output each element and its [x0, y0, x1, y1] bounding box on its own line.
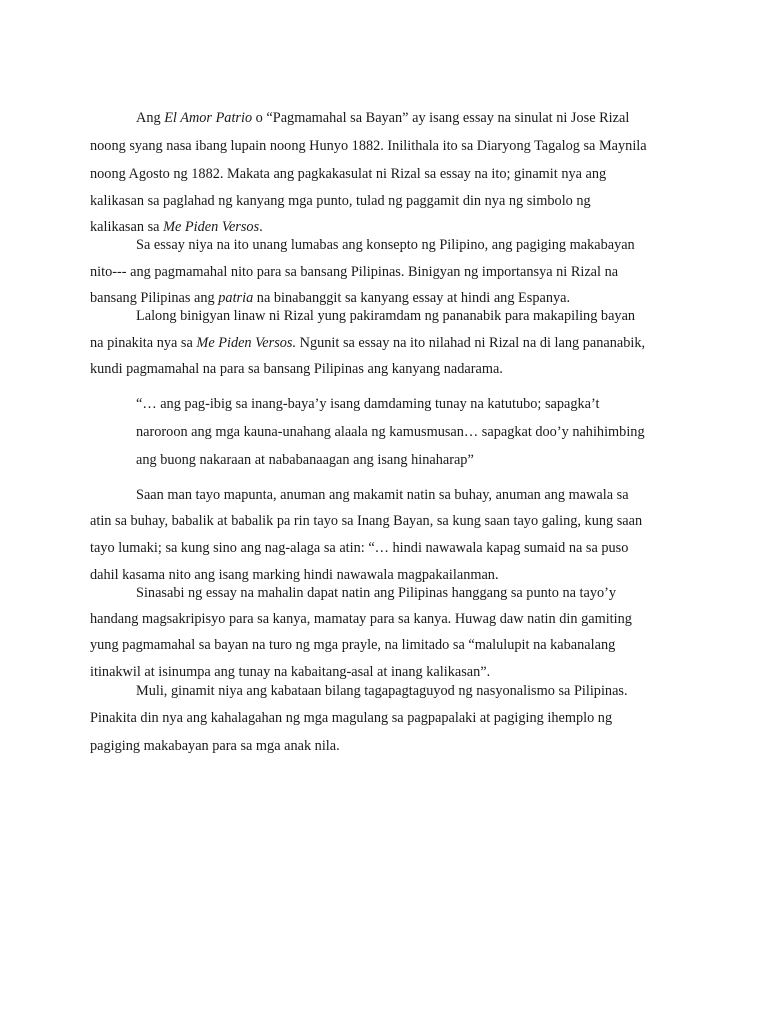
text-line: Lalong binigyan linaw ni Rizal yung pakiramdam ng pananabik para makapiling bayan	[136, 308, 636, 324]
text-span: kalikasan sa	[90, 219, 164, 235]
text-line	[136, 111, 629, 125]
text-span: na binabanggit sa kanyang essay at hindi ang Espanya.	[253, 290, 571, 306]
text-line: Sa essay niya na ito unang lumabas ang konsepto ng Pilipino, ang pagiging makabayan	[136, 237, 635, 253]
quote-line: “… ang pag-ibig sa inang-baya’y isang damdaming tunay na katutubo; sapagka’t	[136, 396, 600, 412]
text-span: Ngunit sa essay na ito nilahad ni Rizal na di lang pananabik,	[296, 335, 646, 351]
text-line: tayo lumaki; sa kung sino ang nag-alaga sa atin: “… hindi nawawala kapag sumaid na sa puso	[90, 540, 629, 556]
italic-title: Me Piden Versos.	[196, 335, 297, 351]
text-line: Saan man tayo mapunta, anuman ang makamit natin sa buhay, anuman ang mawala sa	[136, 487, 629, 503]
text-line: noong syang nasa ibang lupain noong Hunyo 1882. Inilithala ito sa Diaryong Tagalog sa Maynila	[90, 138, 647, 154]
text-span: bansang Pilipinas ang	[90, 290, 219, 306]
text-line: kundi pagmamahal na para sa bansang Pilipinas ang kanyang nadarama.	[90, 361, 503, 377]
text-line: kalikasan sa paglahad ng kanyang mga punto, tulad ng paggamit din nya ng simbolo ng	[90, 193, 591, 209]
text-line: itinakwil at isinumpa ang tunay na kabaitang-asal at inang kalikasan”.	[90, 664, 491, 680]
text-line: Pinakita din nya ang kahalagahan ng mga magulang sa pagpapalaki at pagiging ihemplo ng	[90, 710, 613, 726]
text-span: na pinakita nya sa	[90, 335, 197, 351]
text-line: pagiging makabayan para sa mga anak nila.	[90, 738, 340, 754]
text-span: o “Pagmamahal sa Bayan” ay isang essay na sinulat ni Jose Rizal	[252, 110, 630, 126]
italic-title: El Amor Patrio	[164, 110, 253, 126]
italic-title: Me Piden Versos	[163, 219, 260, 235]
text-line: handang magsakripisyo para sa kanya, mamatay para sa kanya. Huwag daw natin din gamiting	[90, 611, 632, 627]
text-line: atin sa buhay, babalik at babalik pa rin tayo sa Inang Bayan, sa kung saan tayo galing, kung saan	[90, 513, 643, 529]
text-span: Ang	[136, 110, 165, 126]
text-line: Muli, ginamit niya ang kabataan bilang tagapagtaguyod ng nasyonalismo sa Pilipinas.	[136, 683, 628, 699]
text-line: nito--- ang pagmamahal nito para sa bansang Pilipinas. Binigyan ng importansya ni Rizal na	[90, 264, 619, 280]
text-line	[90, 220, 263, 234]
text-line: dahil kasama nito ang isang marking hindi nawawala magpakailanman.	[90, 567, 499, 583]
text-line	[90, 291, 570, 305]
text-line	[90, 336, 645, 350]
italic-word: patria	[218, 290, 254, 306]
quote-line: ang buong nakaraan at nababanaagan ang isang hinaharap”	[136, 452, 474, 468]
text-line: Sinasabi ng essay na mahalin dapat natin ang Pilipinas hanggang sa punto na tayo’y	[136, 585, 617, 601]
text-line: noong Agosto ng 1882. Makata ang pagkakasulat ni Rizal sa essay na ito; ginamit nya ang	[90, 166, 607, 182]
text-line: yung pagmamahal sa bayan na turo ng mga prayle, na limitado sa “malulupit na kabanalang	[90, 637, 616, 653]
quote-line: naroroon ang mga kauna-unahang alaala ng kamusmusan… sapagkat doo’y nahihimbing	[136, 424, 645, 440]
text-span: .	[259, 219, 263, 235]
